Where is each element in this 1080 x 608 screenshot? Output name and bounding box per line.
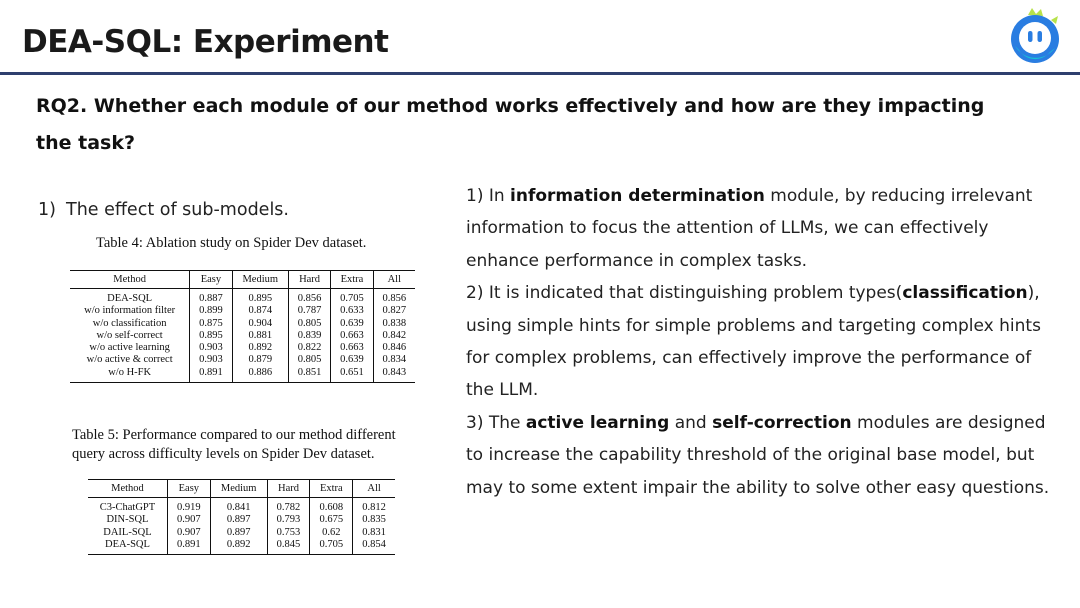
table-cell: C3-ChatGPT: [99, 502, 156, 513]
table-cell: 0.812: [353, 498, 395, 515]
table-cell: 0.608: [310, 498, 353, 515]
table-cell: 0.856: [373, 289, 415, 306]
table4-caption: Table 4: Ablation study on Spider Dev dataset.: [96, 235, 367, 251]
column-header: Extra: [331, 271, 373, 289]
column-header: Medium: [232, 271, 288, 289]
table-row: [88, 527, 395, 539]
table-row: [88, 539, 395, 555]
finding-text: 1) In: [466, 186, 511, 206]
table-row: [70, 305, 415, 317]
table-cell: 0.899: [190, 305, 232, 317]
table-cell: 0.846: [373, 342, 415, 354]
table-cell: 0.834: [373, 354, 415, 366]
table-cell: 0.787: [288, 305, 330, 317]
finding-highlight: classification: [902, 283, 1028, 304]
table-cell: 0.822: [288, 342, 330, 354]
table-cell: 0.891: [167, 539, 210, 555]
table-cell: 0.903: [190, 342, 232, 354]
column-header: Extra: [310, 480, 353, 498]
table-cell: 0.705: [331, 289, 373, 306]
column-header: Hard: [267, 480, 310, 498]
table-cell: 0.675: [310, 514, 353, 526]
table-cell: w/o classification: [92, 317, 167, 329]
table-row: [70, 289, 415, 306]
table-header-row: [70, 271, 415, 289]
table-cell: 0.903: [190, 354, 232, 366]
table-cell: 0.782: [267, 498, 310, 515]
title-divider: [0, 72, 1080, 75]
column-header: Hard: [288, 271, 330, 289]
table-cell: 0.831: [353, 527, 395, 539]
finding-text: modules are designed to increase the capability threshold of the original base model, but may to some extent impair the ability to solve other easy questions.: [466, 412, 1050, 498]
ablation-table: [70, 270, 415, 383]
table-row: [70, 318, 415, 330]
table-cell: DEA-SQL: [105, 538, 150, 550]
table-cell: 0.874: [232, 305, 288, 317]
table-cell: 0.854: [353, 539, 395, 555]
table-cell: 0.663: [331, 342, 373, 354]
table-cell: DAIL-SQL: [103, 526, 152, 538]
table-cell: 0.897: [210, 527, 267, 539]
column-header: Easy: [190, 271, 232, 289]
subsection-text: The effect of sub-models.: [66, 200, 289, 220]
table-cell: 0.879: [232, 354, 288, 366]
comparison-table: [88, 479, 395, 555]
table-cell: w/o information filter: [84, 305, 176, 317]
table-cell: 0.892: [210, 539, 267, 555]
column-header: All: [373, 271, 415, 289]
table-cell: w/o H-FK: [108, 366, 152, 378]
column-header: Method: [70, 271, 190, 289]
table-cell: 0.663: [331, 330, 373, 342]
mascot-logo-icon: [1006, 6, 1064, 66]
table-cell: 0.891: [190, 367, 232, 383]
finding-paragraph: [466, 180, 1056, 277]
column-header: Easy: [167, 480, 210, 498]
table-cell: 0.62: [310, 527, 353, 539]
finding-text: 3) The: [466, 412, 526, 433]
table-header-row: [88, 480, 395, 498]
table-cell: 0.843: [373, 367, 415, 383]
table-cell: 0.651: [331, 367, 373, 383]
table-cell: 0.639: [331, 354, 373, 366]
table-cell: 0.895: [190, 330, 232, 342]
table-row: [70, 330, 415, 342]
table-cell: 0.881: [232, 330, 288, 342]
column-header: Medium: [210, 480, 267, 498]
table-cell: 0.633: [331, 305, 373, 317]
table-cell: 0.793: [267, 514, 310, 526]
table-row: [70, 354, 415, 366]
finding-text: ), using simple hints for simple problems and targeting complex hints for complex problems, can effectively improve the performance of the LLM.: [466, 283, 1041, 401]
table-cell: 0.805: [288, 354, 330, 366]
table-cell: 0.842: [373, 330, 415, 342]
table-cell: 0.753: [267, 527, 310, 539]
table-cell: 0.895: [232, 289, 288, 306]
table-cell: 0.907: [167, 514, 210, 526]
finding-text: module, by reducing irrelevant information to focus the attention of LLMs, we can effectively enhance performance in complex tasks.: [466, 186, 1033, 271]
table-row: [70, 367, 415, 383]
table-cell: 0.805: [288, 318, 330, 330]
table-cell: 0.841: [210, 498, 267, 515]
table-cell: 0.887: [190, 289, 232, 306]
finding-text: 2) It is indicated that distinguishing problem types(: [466, 283, 903, 304]
table-cell: 0.875: [190, 318, 232, 330]
table-cell: 0.856: [288, 289, 330, 306]
table-row: [70, 342, 415, 354]
table-cell: w/o active learning: [89, 342, 170, 354]
table-cell: 0.639: [331, 318, 373, 330]
table-cell: 0.897: [210, 514, 267, 526]
table-cell: 0.705: [310, 539, 353, 555]
table-row: [88, 514, 395, 526]
table-cell: 0.919: [167, 498, 210, 515]
table-cell: 0.839: [288, 330, 330, 342]
table-cell: 0.851: [288, 367, 330, 383]
table-cell: 0.827: [373, 305, 415, 317]
table-cell: 0.835: [353, 514, 395, 526]
column-header: All: [353, 480, 395, 498]
finding-highlight: self-correction: [712, 412, 852, 433]
table-cell: w/o active & correct: [86, 354, 173, 366]
subsection-number: 1): [38, 200, 56, 220]
table-cell: 0.904: [232, 318, 288, 330]
finding-paragraph: [466, 407, 1056, 504]
table-cell: 0.886: [232, 367, 288, 383]
subsection-heading: [38, 200, 289, 220]
column-header: Method: [88, 480, 167, 498]
table-cell: 0.907: [167, 527, 210, 539]
table-cell: 0.838: [373, 318, 415, 330]
findings-text: [466, 180, 1056, 504]
table-cell: DEA-SQL: [107, 293, 153, 304]
table-cell: 0.892: [232, 342, 288, 354]
table5-caption: Table 5: Performance compared to our method different query across difficulty levels on Spider Dev dataset.: [72, 427, 396, 462]
finding-text: and: [669, 412, 713, 433]
table-cell: w/o self-correct: [96, 329, 163, 341]
table-cell: DIN-SQL: [106, 514, 149, 526]
table-cell: 0.845: [267, 539, 310, 555]
research-question: RQ2. Whether each module of our method works effectively and how are they impacting the task?: [36, 95, 985, 154]
slide-title: DEA-SQL: Experiment: [22, 24, 389, 60]
finding-highlight: active learning: [525, 412, 670, 433]
table-row: [88, 498, 395, 515]
finding-paragraph: [466, 277, 1056, 407]
finding-highlight: information determination: [510, 186, 765, 206]
